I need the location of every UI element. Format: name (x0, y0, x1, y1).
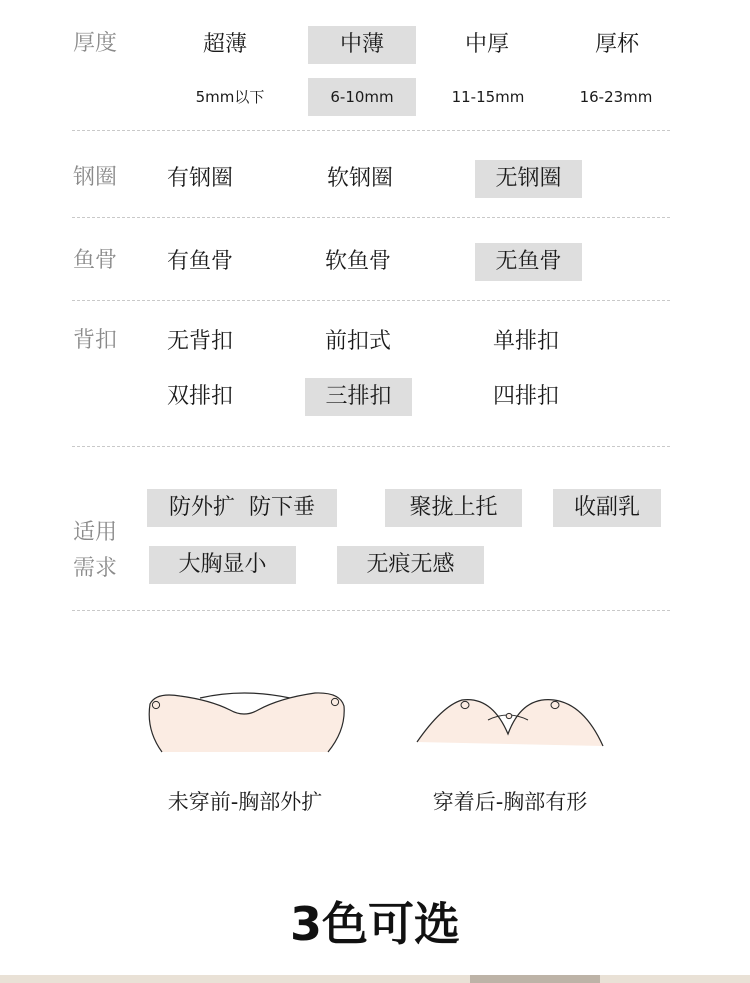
after-nipple-right-icon (551, 701, 559, 708)
before-cleavage-curve (200, 693, 290, 698)
before-skin-shape (149, 693, 344, 752)
underwire-option-none[interactable]: 无钢圈 (475, 160, 582, 198)
bottom-image-strip (0, 975, 750, 983)
thickness-range-medium-thick: 11-15mm (451, 88, 525, 106)
after-caption: 穿着后-胸部有形 (432, 790, 588, 814)
needs-tag-anti-spread-sag[interactable]: 防外扩 防下垂 (147, 489, 337, 527)
thickness-range-medium-thin: 6-10mm (308, 78, 416, 116)
after-nipple-left-icon (461, 701, 469, 708)
thickness-range-thick-cup: 16-23mm (579, 88, 653, 106)
boning-option-none[interactable]: 无鱼骨 (475, 243, 582, 281)
thickness-option-medium-thick[interactable]: 中厚 (464, 32, 509, 57)
needs-tag-seamless[interactable]: 无痕无感 (337, 546, 484, 584)
closure-option-triple-row[interactable]: 三排扣 (305, 378, 412, 416)
divider-5 (72, 610, 670, 611)
needs-tag-push-up[interactable]: 聚拢上托 (385, 489, 522, 527)
thickness-label: 厚度 (73, 31, 118, 56)
closure-option-double-row[interactable]: 双排扣 (166, 384, 233, 409)
colors-headline: 3色可选 (289, 897, 460, 951)
underwire-option-soft[interactable]: 软钢圈 (326, 166, 393, 191)
after-skin-shape (417, 700, 603, 746)
underwire-option-with[interactable]: 有钢圈 (166, 166, 233, 191)
thickness-option-ultra-thin[interactable]: 超薄 (202, 32, 247, 57)
needs-tag-side-gather[interactable]: 收副乳 (553, 489, 661, 527)
needs-label-line1: 适用 (73, 520, 118, 545)
divider-3 (72, 300, 670, 301)
closure-option-front[interactable]: 前扣式 (324, 329, 391, 354)
divider-1 (72, 130, 670, 131)
closure-option-single-row[interactable]: 单排扣 (492, 329, 559, 354)
boning-option-with[interactable]: 有鱼骨 (166, 249, 233, 274)
before-wearing-illustration (140, 680, 355, 760)
bottom-image-strip-shade (470, 975, 600, 983)
thickness-option-thick-cup[interactable]: 厚杯 (594, 32, 639, 57)
before-nipple-left-icon (152, 701, 159, 708)
before-caption: 未穿前-胸部外扩 (167, 790, 323, 814)
after-wearing-illustration (412, 690, 608, 754)
needs-label-line2: 需求 (73, 556, 118, 581)
underwire-label: 钢圈 (73, 165, 118, 190)
closure-option-none[interactable]: 无背扣 (166, 329, 233, 354)
closure-option-quad-row[interactable]: 四排扣 (492, 384, 559, 409)
after-center-dot-icon (506, 713, 512, 718)
boning-option-soft[interactable]: 软鱼骨 (324, 249, 391, 274)
divider-4 (72, 446, 670, 447)
needs-tag-minimize[interactable]: 大胸显小 (149, 546, 296, 584)
thickness-range-ultra-thin: 5mm以下 (195, 88, 265, 106)
closure-label: 背扣 (73, 328, 118, 353)
thickness-option-medium-thin[interactable]: 中薄 (308, 26, 416, 64)
before-nipple-right-icon (331, 698, 338, 705)
divider-2 (72, 217, 670, 218)
boning-label: 鱼骨 (73, 248, 118, 273)
